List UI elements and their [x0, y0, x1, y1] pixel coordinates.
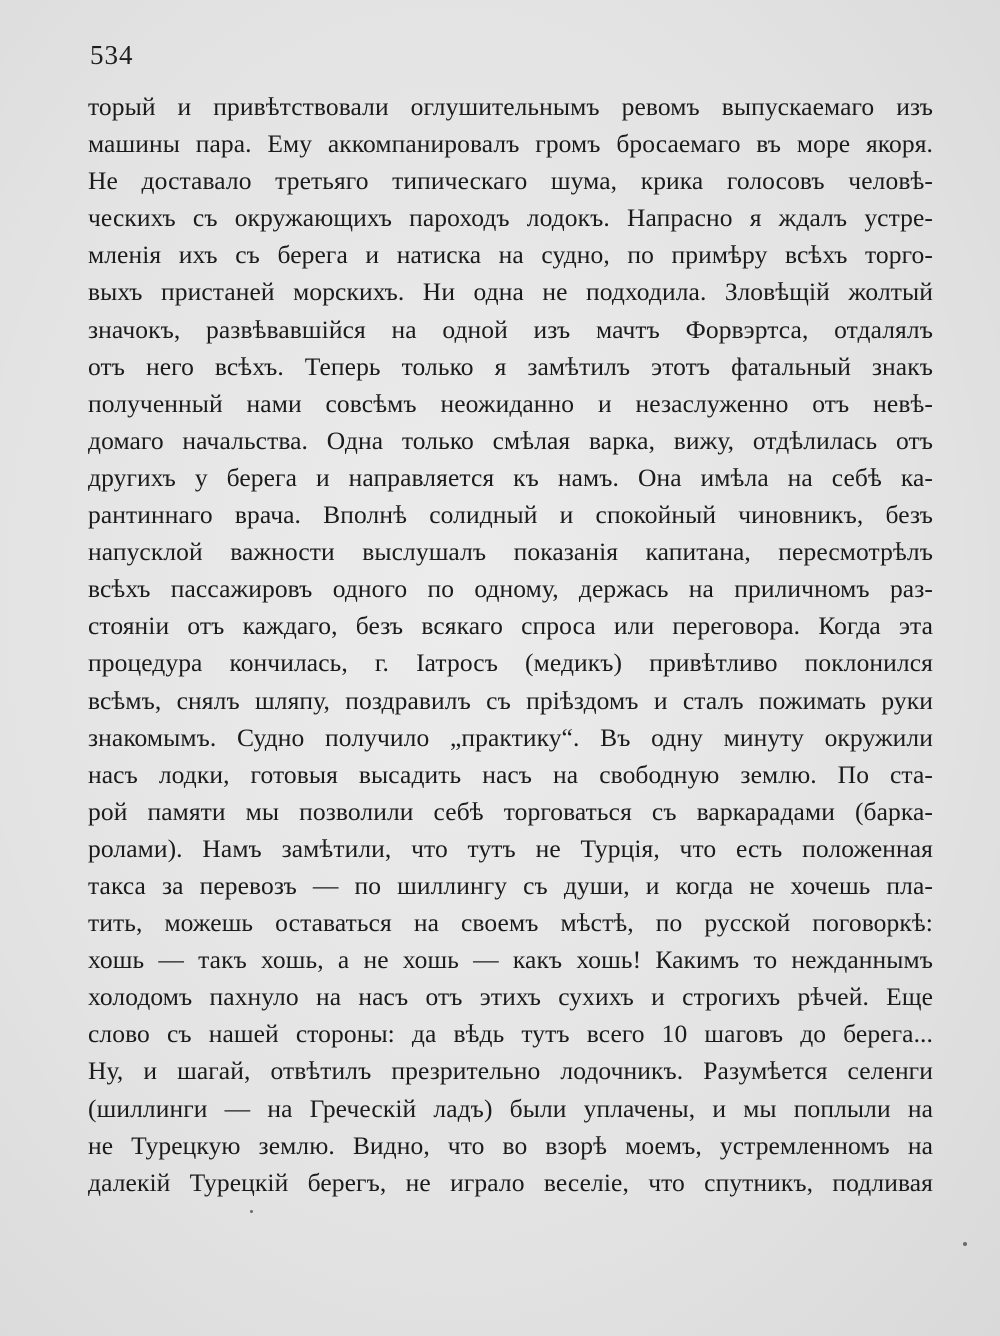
print-speck [250, 1210, 253, 1213]
text-line: всѣхъ пассажировъ одного по одному, держась на приличномъ раз- [88, 574, 933, 604]
text-line: торый и привѣтствовали оглушительнымъ ревомъ выпускаемаго изъ [88, 92, 933, 121]
text-line: напусклой важности выслушалъ показанія капитана, пересмотрѣлъ [88, 537, 933, 567]
page-number: 534 [90, 40, 134, 70]
text-line: ролами). Намъ замѣтили, что тутъ не Турція, что есть положенная [88, 833, 933, 863]
text-line: выхъ пристаней морскихъ. Ни одна не подходила. Зловѣщій жолтый [88, 277, 933, 307]
body-text [88, 88, 933, 1201]
text-line: не Турецкую землю. Видно, что во взорѣ моемъ, устремленномъ на [88, 1130, 933, 1160]
text-line: отъ него всѣхъ. Теперь только я замѣтилъ этотъ фатальный знакъ [88, 351, 933, 381]
text-line: такса за перевозъ — по шиллингу съ души, и когда не хочешь пла- [88, 870, 933, 900]
text-line: процедура кончилась, г. Іатросъ (медикъ) привѣтливо поклонился [88, 648, 933, 678]
text-line: слово съ нашей стороны: да вѣдь тутъ всего 10 шаговъ до берега... [88, 1019, 933, 1049]
text-line: полученный нами совсѣмъ неожиданно и незаслуженно отъ невѣ- [88, 388, 933, 418]
text-line: рантиннаго врача. Вполнѣ солидный и спокойный чиновникъ, безъ [88, 500, 933, 530]
text-line: хошь — такъ хошь, а не хошь — какъ хошь! Какимъ то нежданнымъ [88, 945, 933, 975]
text-line: стояніи отъ каждаго, безъ всякаго спроса или переговора. Когда эта [88, 611, 933, 641]
text-line: мленія ихъ съ берега и натиска на судно, по примѣру всѣхъ торго- [88, 240, 933, 270]
text-line: машины пара. Ему аккомпанировалъ громъ бросаемаго въ море якоря. [88, 129, 933, 159]
text-line: ческихъ съ окружающихъ пароходъ лодокъ. Напрасно я ждалъ устре- [88, 203, 933, 233]
print-speck [963, 1242, 967, 1246]
text-line: всѣмъ, снялъ шляпу, поздравилъ съ пріѣздомъ и сталъ пожимать руки [88, 685, 933, 715]
text-line: знакомымъ. Судно получило „практику“. Въ одну минуту окружили [88, 722, 933, 752]
text-line: значокъ, развѣвавшійся на одной изъ мачтъ Форвэртса, отдалялъ [88, 314, 933, 344]
text-line: Не доставало третьяго типическаго шума, крика голосовъ человѣ- [88, 166, 933, 196]
text-line: холодомъ пахнуло на насъ отъ этихъ сухихъ и строгихъ рѣчей. Еще [88, 982, 933, 1012]
text-line: другихъ у берега и направляется къ намъ. Она имѣла на себѣ ка- [88, 462, 933, 492]
text-line: Ну, и шагай, отвѣтилъ презрительно лодочникъ. Разумѣется селенги [88, 1056, 933, 1086]
text-line: насъ лодки, готовыя высадить насъ на свободную землю. По ста- [88, 759, 933, 789]
text-line: домаго начальства. Одна только смѣлая варка, вижу, отдѣлилась отъ [88, 425, 933, 455]
text-line: рой памяти мы позволили себѣ торговаться съ варкарадами (барка- [88, 796, 933, 826]
text-line: (шиллинги — на Греческій ладъ) были уплачены, и мы поплыли на [88, 1093, 933, 1123]
text-line: тить, можешь оставаться на своемъ мѣстѣ, по русской поговоркѣ: [88, 908, 933, 938]
text-line: далекій Турецкій берегъ, не играло веселіе, что спутникъ, подливая [88, 1167, 933, 1197]
